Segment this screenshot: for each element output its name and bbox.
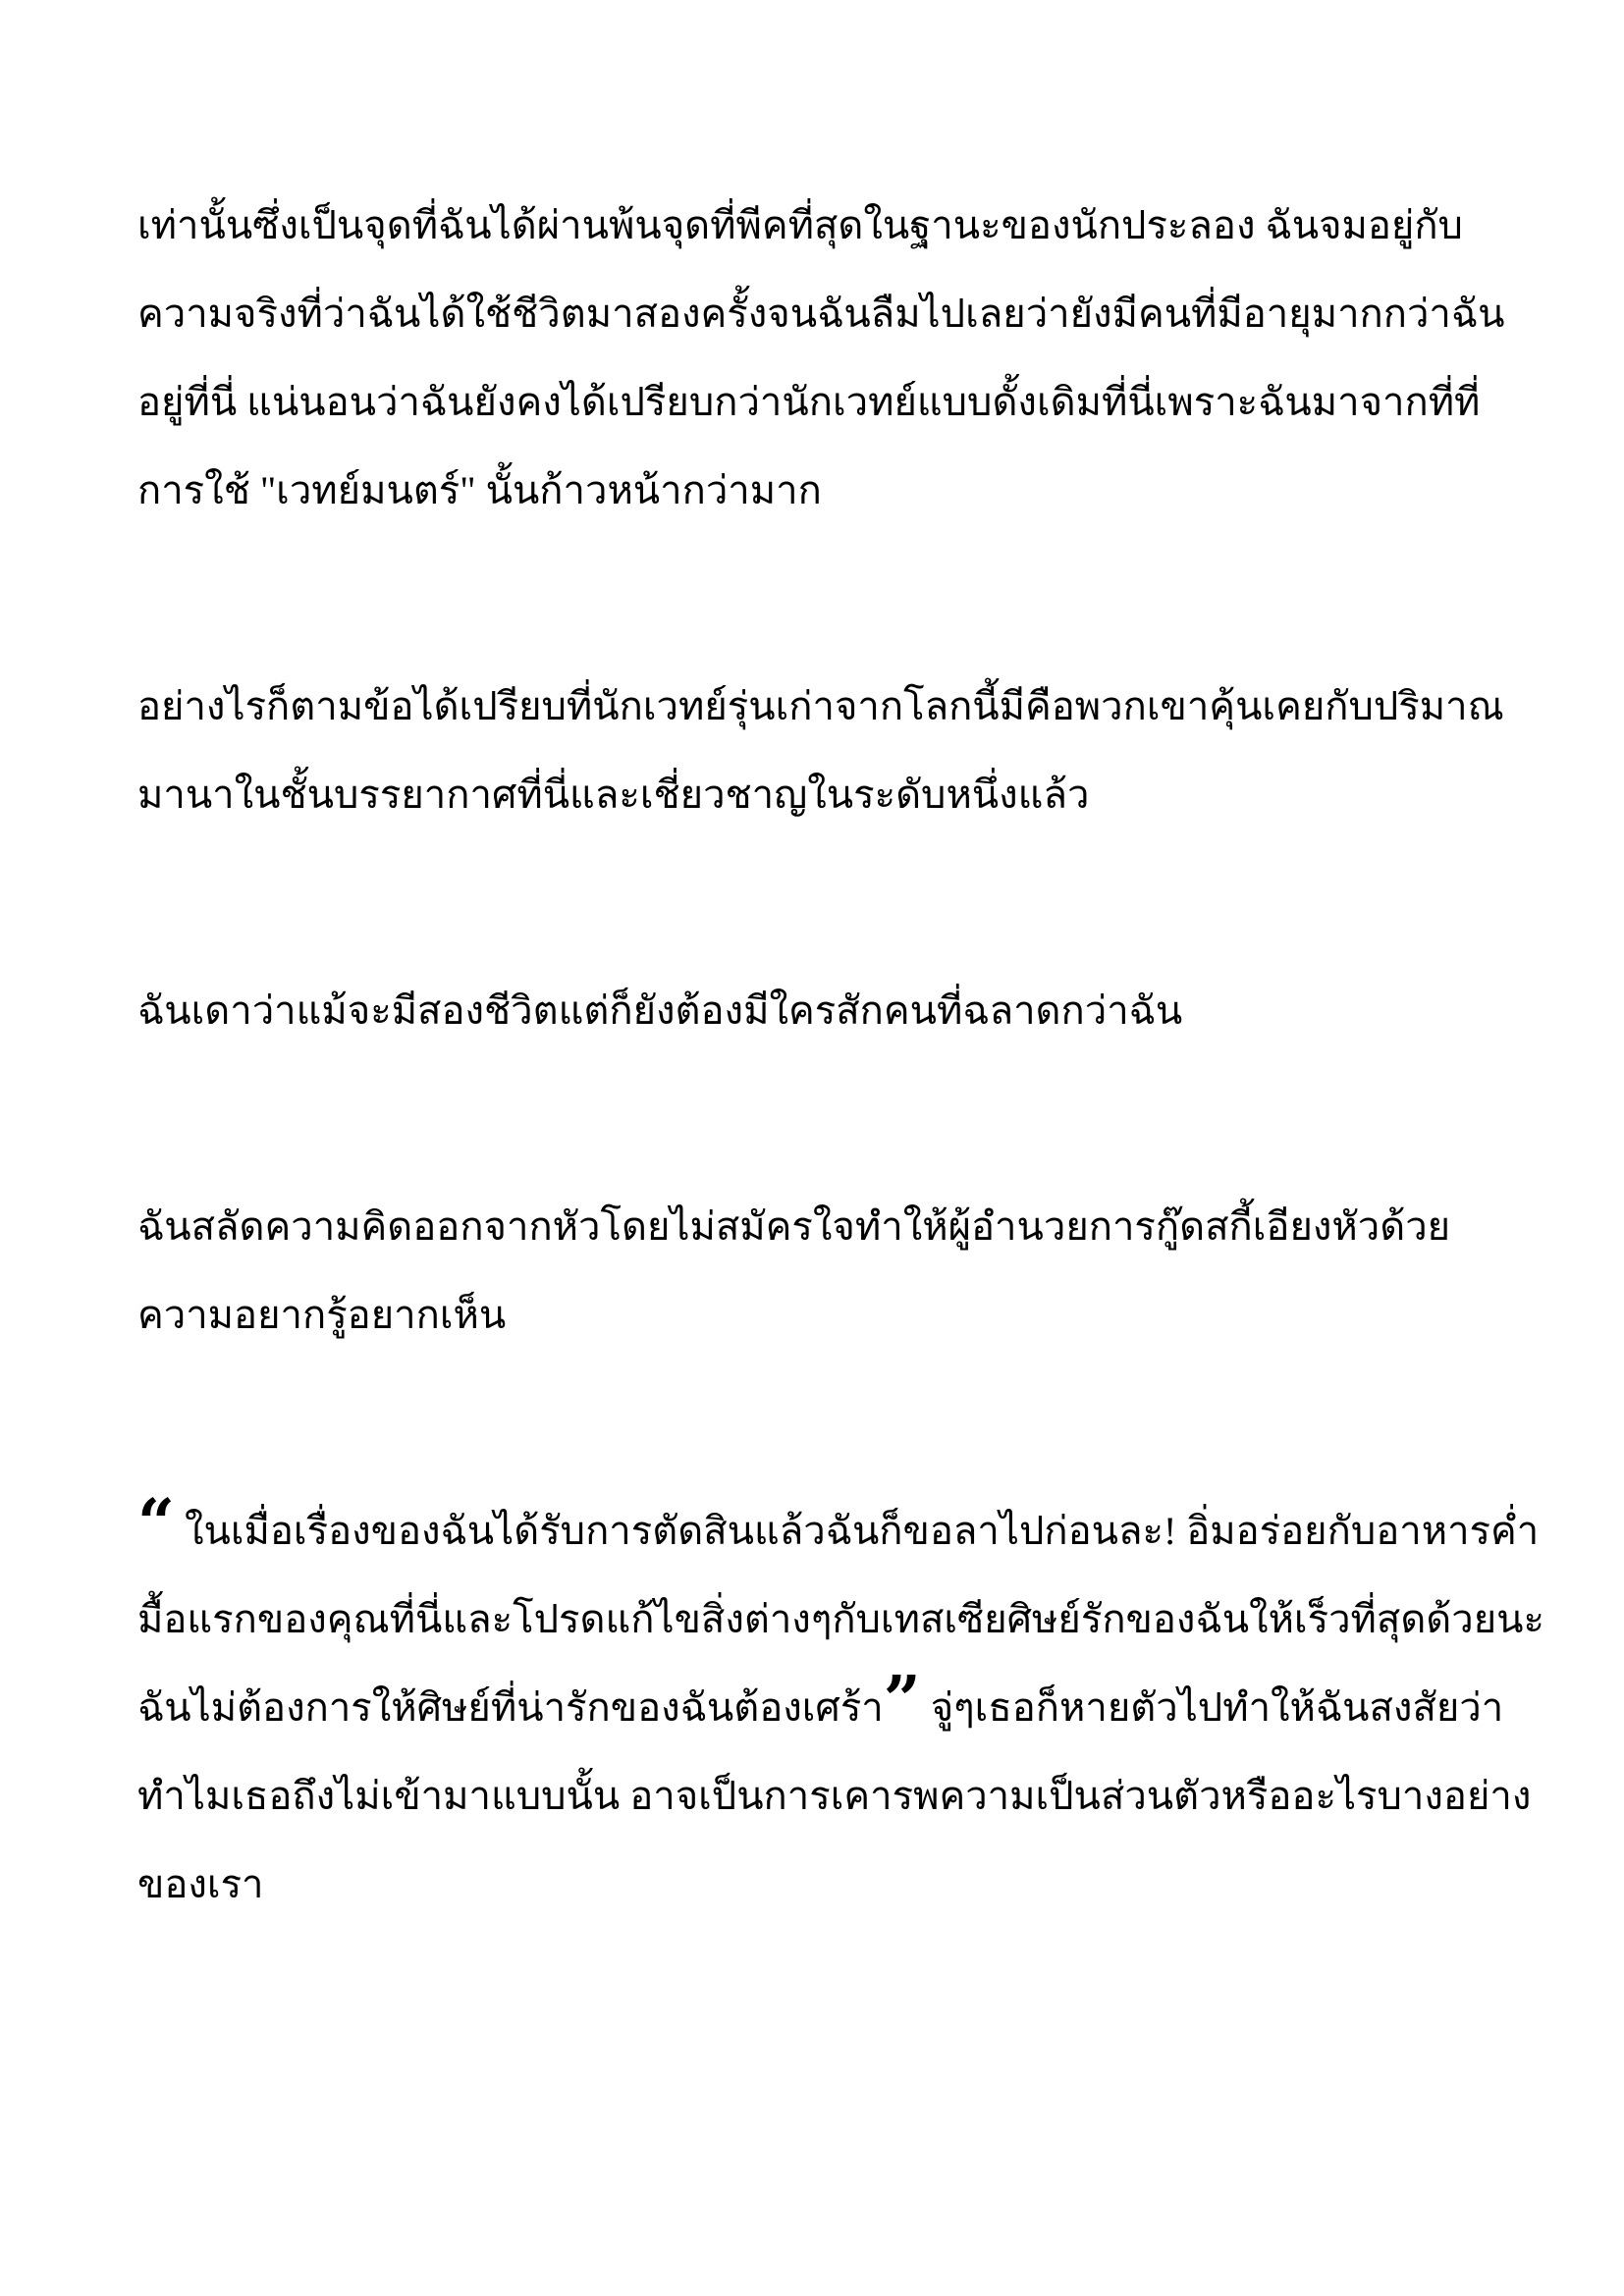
text-line [137, 1661, 1516, 1752]
text-line [137, 1183, 1516, 1271]
text-run: จู่ๆเธอก็หายตัวไปทำให้ฉันสงสัยว่า [920, 1685, 1504, 1730]
paragraph-3 [137, 967, 1516, 1055]
paragraph-5-quote [137, 1484, 1545, 1929]
text-line [137, 1841, 1516, 1929]
paragraph-1 [137, 182, 1516, 535]
text-run: ฉันไม่ต้องการให้ศิษย์ที่น่ารักของฉันต้องเศร้า [137, 1685, 884, 1730]
text-run: เท่านั้นซึ่งเป็นจุดที่ฉันได้ผ่านพ้นจุดที่พีคที่สุดในฐานะของนักประลอง ฉันจมอยู่กับ [137, 203, 1463, 247]
text-line [137, 1271, 1516, 1360]
text-line [137, 182, 1516, 270]
text-line [137, 447, 1516, 535]
text-run: ทำไมเธอถึงไม่เข้ามาแบบนั้น อาจเป็นการเคารพความเป็นส่วนตัวหรืออะไรบางอย่าง [137, 1774, 1532, 1818]
closing-quote-mark: ” [883, 1661, 921, 1738]
text-run: ฉันเดาว่าแม้จะมีสองชีวิตแต่ก็ยังต้องมีใครสักคนที่ฉลาดกว่าฉัน [137, 988, 1183, 1033]
text-line [137, 967, 1516, 1055]
text-run: ในเมื่อเรื่องของฉันได้รับการตัดสินแล้วฉันก็ขอลาไปก่อนละ! อิ่มอร่อยกับอาหารค่ำ [174, 1509, 1540, 1553]
text-line [137, 1484, 1540, 1575]
text-run: อย่างไรก็ตามข้อได้เปรียบที่นักเวทย์รุ่นเก่าจากโลกนี้มีคือพวกเขาคุ้นเคยกับปริมาณ [137, 684, 1504, 728]
text-line [137, 663, 1516, 751]
text-run: ฉันสลัดความคิดออกจากหัวโดยไม่สมัครใจทำให้ผู้อำนวยการกู๊ดสกี้เอียงหัวด้วย [137, 1204, 1451, 1249]
paragraph-2 [137, 663, 1516, 839]
text-run: มื้อแรกของคุณที่นี่และโปรดแก้ไขสิ่งต่างๆกับเทสเซียศิษย์รักของฉันให้เร็วที่สุดด้วยนะ [137, 1597, 1545, 1641]
text-line [137, 1575, 1545, 1664]
text-run: ความอยากรู้อยากเห็น [137, 1293, 507, 1337]
text-run: การใช้ "เวทย์มนตร์" นั้นก้าวหน้ากว่ามาก [137, 468, 822, 512]
text-run: มานาในชั้นบรรยากาศที่นี่และเชี่ยวชาญในระดับหนึ่งแล้ว [137, 773, 1090, 817]
text-line [137, 270, 1516, 358]
paragraph-4 [137, 1183, 1516, 1360]
text-line [137, 358, 1516, 447]
text-line [137, 1752, 1532, 1841]
text-run: ความจริงที่ว่าฉันได้ใช้ชีวิตมาสองครั้งจนฉันลืมไปเลยว่ายังมีคนที่มีอายุมากกว่าฉัน [137, 292, 1505, 336]
text-line [137, 751, 1516, 839]
text-run: ของเรา [137, 1862, 264, 1906]
opening-quote-mark: “ [137, 1484, 175, 1562]
text-run: อยู่ที่นี่ แน่นอนว่าฉันยังคงได้เปรียบกว่านักเวทย์แบบดั้งเดิมที่นี่เพราะฉันมาจากที่ที่ [137, 380, 1481, 424]
